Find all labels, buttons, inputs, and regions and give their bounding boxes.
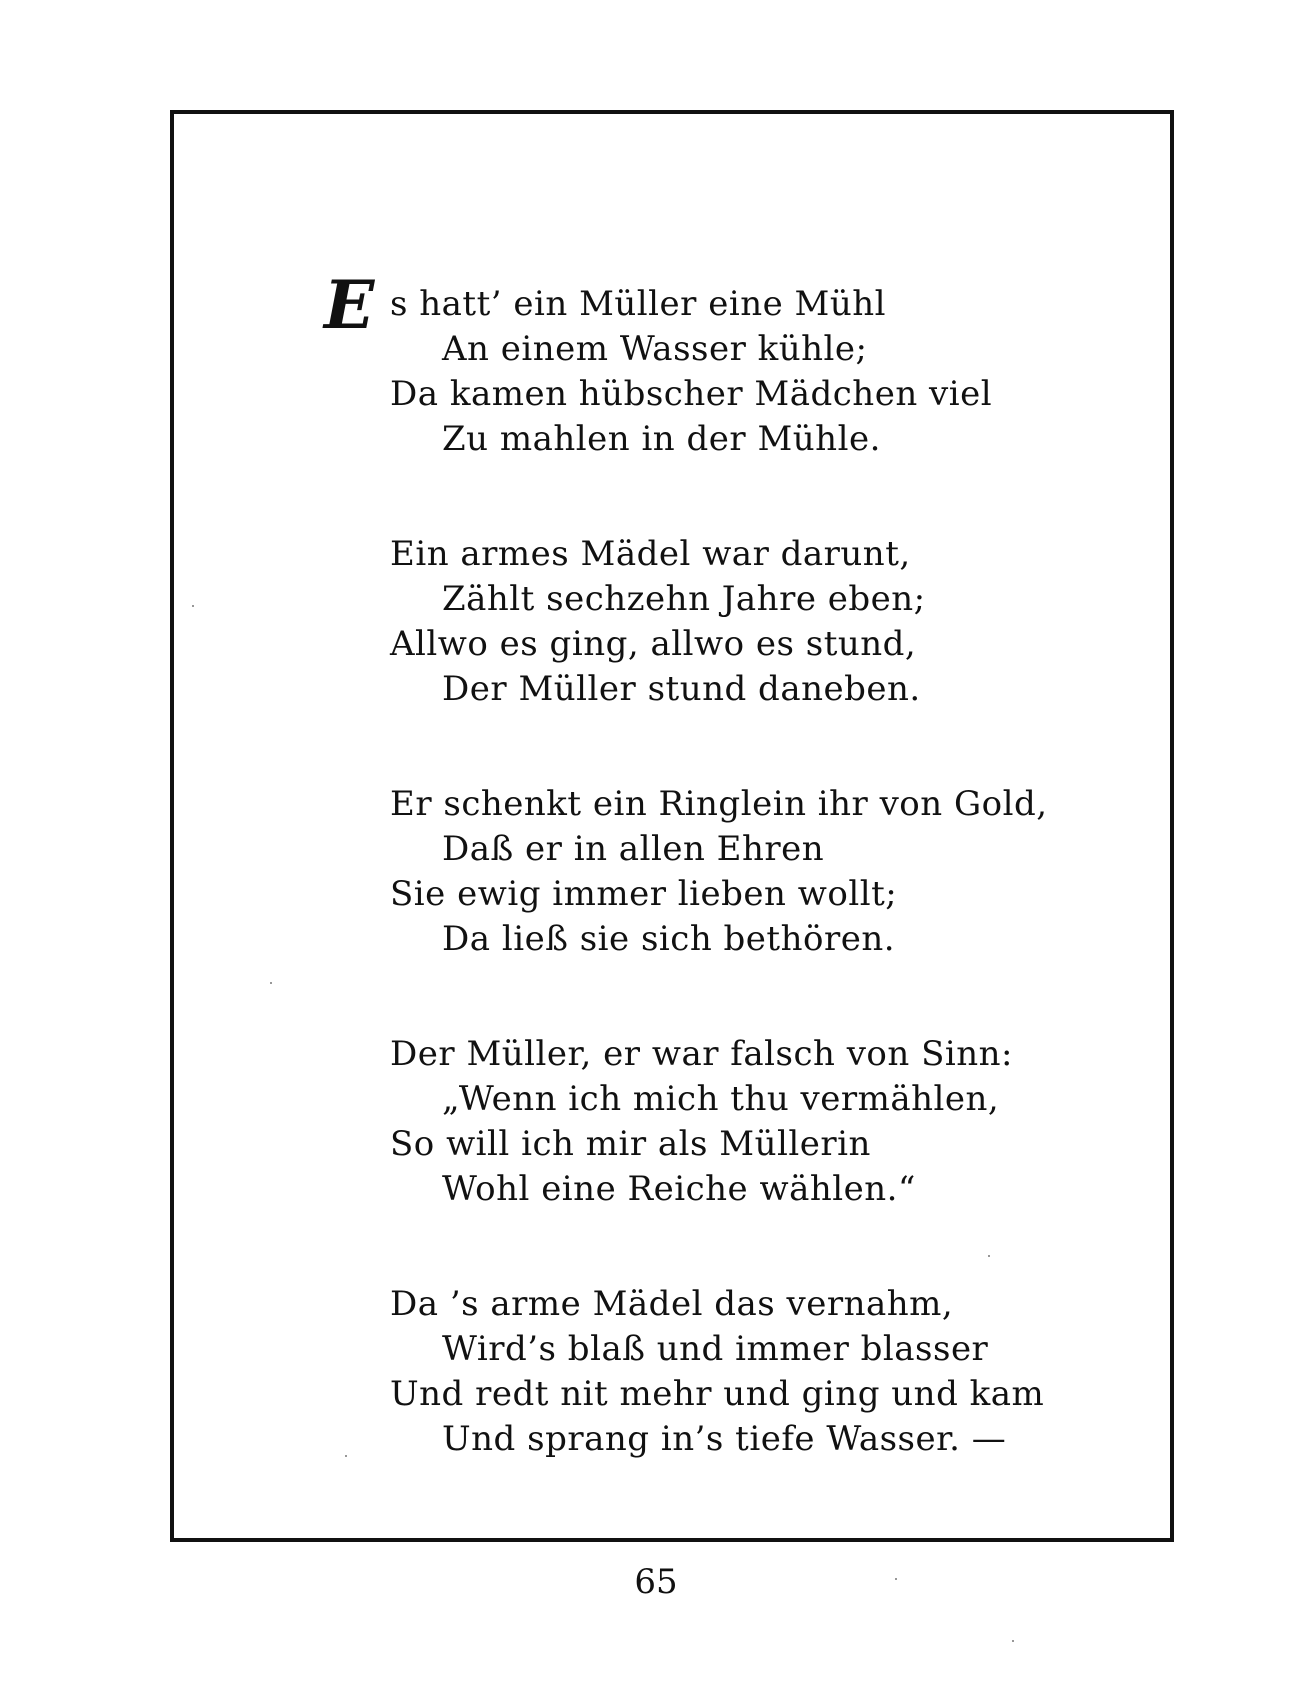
poem-line: Da ließ sie sich bethören. bbox=[442, 919, 896, 959]
drop-cap-initial: E bbox=[324, 266, 375, 344]
scan-speck bbox=[270, 982, 272, 984]
poem-line: Sie ewig immer lieben wollt; bbox=[390, 874, 898, 914]
scan-speck bbox=[345, 1455, 347, 1457]
poem-line: „Wenn ich mich thu vermählen, bbox=[442, 1079, 1000, 1119]
poem-line: Daß er in allen Ehren bbox=[442, 829, 825, 869]
stanza-1 bbox=[324, 266, 1050, 462]
poem-line: So will ich mir als Müllerin bbox=[390, 1124, 871, 1164]
stanza-5 bbox=[390, 1282, 1050, 1462]
scan-speck bbox=[988, 1255, 990, 1257]
scan-speck bbox=[1012, 1640, 1014, 1642]
poem-line: Da ’s arme Mädel das vernahm, bbox=[390, 1284, 954, 1324]
poem-line: Zählt sechzehn Jahre eben; bbox=[442, 579, 926, 619]
poem-line: Wohl eine Reiche wählen.“ bbox=[442, 1169, 916, 1209]
scan-speck bbox=[895, 1578, 897, 1580]
poem-line: Und redt nit mehr und ging und kam bbox=[390, 1374, 1045, 1414]
poem-line bbox=[324, 266, 1050, 344]
poem-line: Zu mahlen in der Mühle. bbox=[442, 419, 881, 459]
page-number: 65 bbox=[634, 1562, 678, 1602]
poem-line: Ein armes Mädel war darunt, bbox=[390, 534, 911, 574]
stanza-3 bbox=[390, 782, 1050, 962]
poem-line: Der Müller stund daneben. bbox=[442, 669, 921, 709]
poem-line: Allwo es ging, allwo es stund, bbox=[390, 624, 917, 664]
stanza-2 bbox=[390, 532, 1050, 712]
stanza-4 bbox=[390, 1032, 1050, 1212]
poem-line: Er schenkt ein Ringlein ihr von Gold, bbox=[390, 784, 1048, 824]
poem-line-text: s hatt’ ein Müller eine Mühl bbox=[390, 284, 887, 324]
poem-line: Der Müller, er war falsch von Sinn: bbox=[390, 1034, 1013, 1074]
poem-line: Und sprang in’s tiefe Wasser. — bbox=[442, 1419, 1007, 1459]
poem-line: Da kamen hübscher Mädchen viel bbox=[390, 374, 993, 414]
poem-line: Wird’s blaß und immer blasser bbox=[442, 1329, 989, 1369]
poem bbox=[324, 266, 1050, 1532]
scan-speck bbox=[192, 605, 194, 607]
poem-line: An einem Wasser kühle; bbox=[442, 329, 868, 369]
